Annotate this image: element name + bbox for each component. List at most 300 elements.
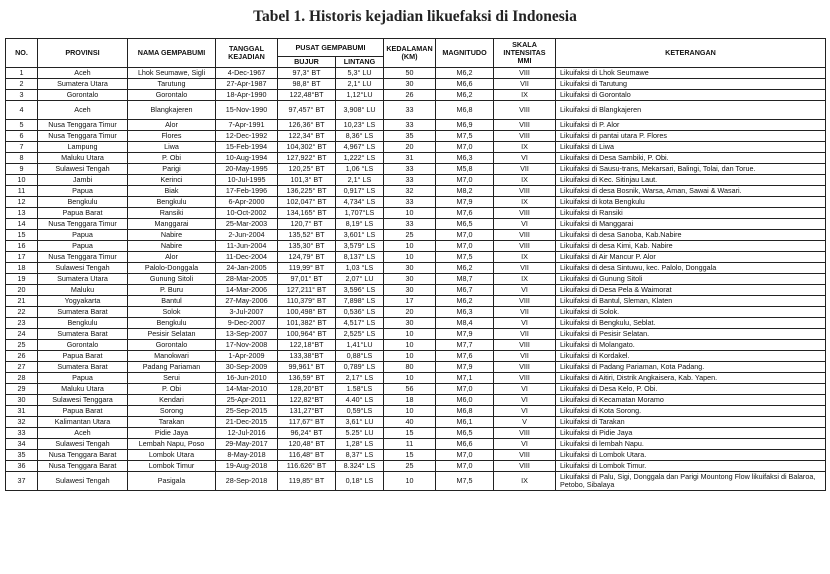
cell-bujur: 136,225° BT xyxy=(278,186,336,197)
cell-kedalaman: 33 xyxy=(384,120,436,131)
table-row xyxy=(6,153,826,164)
cell-tanggal: 17-Nov-2008 xyxy=(216,340,278,351)
cell-provinsi: Sumatera Utara xyxy=(38,79,128,90)
cell-lintang: 1,28° LS xyxy=(336,439,384,450)
table-row xyxy=(6,351,826,362)
table-row xyxy=(6,373,826,384)
cell-provinsi: Papua xyxy=(38,241,128,252)
cell-mmi: VII xyxy=(494,351,556,362)
cell-bujur: 120,25° BT xyxy=(278,164,336,175)
cell-magnitudo: M7,6 xyxy=(436,351,494,362)
table-row xyxy=(6,208,826,219)
cell-keterangan: Likuifaksi di Tarakan xyxy=(556,417,826,428)
cell-lintang: 2,1° LU xyxy=(336,79,384,90)
cell-kedalaman: 56 xyxy=(384,384,436,395)
cell-bujur: 119,99° BT xyxy=(278,263,336,274)
cell-no: 22 xyxy=(6,307,38,318)
cell-kedalaman: 15 xyxy=(384,428,436,439)
cell-keterangan: Likuifaksi di Pesisir Selatan. xyxy=(556,329,826,340)
cell-tanggal: 25-Sep-2015 xyxy=(216,406,278,417)
cell-nama-gempabumi: Solok xyxy=(128,307,216,318)
cell-tanggal: 25-Mar-2003 xyxy=(216,219,278,230)
table-row xyxy=(6,395,826,406)
cell-kedalaman: 10 xyxy=(384,208,436,219)
cell-tanggal: 10-Jul-1995 xyxy=(216,175,278,186)
table-row xyxy=(6,285,826,296)
cell-provinsi: Papua xyxy=(38,186,128,197)
cell-tanggal: 24-Jan-2005 xyxy=(216,263,278,274)
table-row xyxy=(6,461,826,472)
cell-bujur: 136,59° BT xyxy=(278,373,336,384)
cell-nama-gempabumi: Palolo-Donggala xyxy=(128,263,216,274)
cell-bujur: 116,48° BT xyxy=(278,450,336,461)
cell-provinsi: Papua Barat xyxy=(38,406,128,417)
cell-lintang: 4,517° LS xyxy=(336,318,384,329)
table-row xyxy=(6,68,826,79)
table-row xyxy=(6,472,826,491)
cell-nama-gempabumi: Lhok Seumawe, Sigli xyxy=(128,68,216,79)
cell-no: 7 xyxy=(6,142,38,153)
cell-provinsi: Papua xyxy=(38,230,128,241)
cell-keterangan: Likuifaksi di Aitiri, Distrik Angkaisera, Kab. Yapen. xyxy=(556,373,826,384)
cell-magnitudo: M7,0 xyxy=(436,241,494,252)
cell-bujur: 101,3° BT xyxy=(278,175,336,186)
cell-provinsi: Aceh xyxy=(38,101,128,120)
cell-kedalaman: 35 xyxy=(384,131,436,142)
cell-nama-gempabumi: Serui xyxy=(128,373,216,384)
cell-lintang: 3,61° LU xyxy=(336,417,384,428)
cell-no: 3 xyxy=(6,90,38,101)
cell-bujur: 96,24° BT xyxy=(278,428,336,439)
header-provinsi: PROVINSI xyxy=(38,39,128,68)
cell-mmi: VI xyxy=(494,439,556,450)
cell-mmi: VIII xyxy=(494,230,556,241)
table-row xyxy=(6,186,826,197)
cell-magnitudo: M6,2 xyxy=(436,68,494,79)
table-row xyxy=(6,263,826,274)
cell-kedalaman: 33 xyxy=(384,164,436,175)
cell-magnitudo: M6,6 xyxy=(436,79,494,90)
cell-nama-gempabumi: Bantul xyxy=(128,296,216,307)
cell-lintang: 7,898° LS xyxy=(336,296,384,307)
cell-provinsi: Sulawesi Tengah xyxy=(38,164,128,175)
cell-bujur: 100,964° BT xyxy=(278,329,336,340)
cell-provinsi: Papua xyxy=(38,373,128,384)
cell-nama-gempabumi: Liwa xyxy=(128,142,216,153)
table-row xyxy=(6,329,826,340)
cell-magnitudo: M7,0 xyxy=(436,142,494,153)
cell-magnitudo: M7,9 xyxy=(436,362,494,373)
header-magnitudo: MAGNITUDO xyxy=(436,39,494,68)
cell-provinsi: Bengkulu xyxy=(38,318,128,329)
cell-mmi: VII xyxy=(494,79,556,90)
cell-kedalaman: 32 xyxy=(384,186,436,197)
cell-bujur: 99,961° BT xyxy=(278,362,336,373)
cell-keterangan: Likuifaksi di Sausu-trans, Mekarsari, Balingi, Tolai, dan Torue. xyxy=(556,164,826,175)
cell-bujur: 110,379° BT xyxy=(278,296,336,307)
cell-mmi: VI xyxy=(494,219,556,230)
cell-kedalaman: 18 xyxy=(384,395,436,406)
cell-kedalaman: 20 xyxy=(384,307,436,318)
cell-kedalaman: 40 xyxy=(384,417,436,428)
cell-bujur: 134,165° BT xyxy=(278,208,336,219)
cell-provinsi: Nusa Tenggara Barat xyxy=(38,461,128,472)
cell-no: 1 xyxy=(6,68,38,79)
cell-keterangan: Likuifaksi di Gunung Sitoli xyxy=(556,274,826,285)
cell-magnitudo: M6,5 xyxy=(436,219,494,230)
cell-tanggal: 1-Apr-2009 xyxy=(216,351,278,362)
cell-provinsi: Lampung xyxy=(38,142,128,153)
cell-keterangan: Likuifaksi di desa Sintuwu, kec. Palolo, Donggala xyxy=(556,263,826,274)
cell-tanggal: 21-Dec-2015 xyxy=(216,417,278,428)
table-row xyxy=(6,197,826,208)
header-nama-gempabumi: NAMA GEMPABUMI xyxy=(128,39,216,68)
cell-lintang: 8,19° LS xyxy=(336,219,384,230)
cell-no: 24 xyxy=(6,329,38,340)
table-row xyxy=(6,362,826,373)
cell-tanggal: 8-May-2018 xyxy=(216,450,278,461)
cell-provinsi: Aceh xyxy=(38,428,128,439)
cell-no: 11 xyxy=(6,186,38,197)
cell-keterangan: Likuifaksi di Palu, Sigi, Donggala dan Parigi Mountong Flow likuifaksi di Balaroa, Petobo, Sibalaya xyxy=(556,472,826,491)
cell-keterangan: Likuifaksi di lembah Napu. xyxy=(556,439,826,450)
cell-magnitudo: M7,5 xyxy=(436,252,494,263)
cell-kedalaman: 26 xyxy=(384,90,436,101)
cell-magnitudo: M6,2 xyxy=(436,296,494,307)
cell-nama-gempabumi: Gunung Sitoli xyxy=(128,274,216,285)
cell-tanggal: 10-Aug-1994 xyxy=(216,153,278,164)
cell-nama-gempabumi: Padang Pariaman xyxy=(128,362,216,373)
cell-mmi: VII xyxy=(494,164,556,175)
cell-nama-gempabumi: P. Buru xyxy=(128,285,216,296)
cell-bujur: 119,85° BT xyxy=(278,472,336,491)
cell-bujur: 97,01° BT xyxy=(278,274,336,285)
cell-kedalaman: 10 xyxy=(384,351,436,362)
table-row xyxy=(6,252,826,263)
cell-kedalaman: 30 xyxy=(384,274,436,285)
cell-no: 33 xyxy=(6,428,38,439)
cell-keterangan: Likuifaksi di pantai utara P. Flores xyxy=(556,131,826,142)
cell-provinsi: Sulawesi Tenggara xyxy=(38,395,128,406)
cell-mmi: VI xyxy=(494,285,556,296)
cell-magnitudo: M6,8 xyxy=(436,406,494,417)
cell-keterangan: Likuifaksi di Lombok Utara. xyxy=(556,450,826,461)
cell-lintang: 3,596° LS xyxy=(336,285,384,296)
cell-no: 27 xyxy=(6,362,38,373)
header-pusat-gempabumi: PUSAT GEMPABUMI xyxy=(278,39,384,57)
cell-keterangan: Likuifaksi di Manggarai xyxy=(556,219,826,230)
cell-bujur: 117,67° BT xyxy=(278,417,336,428)
cell-nama-gempabumi: Gorontalo xyxy=(128,90,216,101)
cell-provinsi: Nusa Tenggara Timur xyxy=(38,219,128,230)
cell-lintang: 4.40° LS xyxy=(336,395,384,406)
cell-magnitudo: M6,2 xyxy=(436,90,494,101)
cell-lintang: 0,536° LS xyxy=(336,307,384,318)
cell-nama-gempabumi: Manokwari xyxy=(128,351,216,362)
table-row xyxy=(6,439,826,450)
cell-kedalaman: 10 xyxy=(384,252,436,263)
cell-provinsi: Sumatera Barat xyxy=(38,329,128,340)
cell-mmi: V xyxy=(494,417,556,428)
cell-mmi: VIII xyxy=(494,101,556,120)
cell-no: 32 xyxy=(6,417,38,428)
cell-tanggal: 11-Jun-2004 xyxy=(216,241,278,252)
cell-nama-gempabumi: Biak xyxy=(128,186,216,197)
cell-no: 19 xyxy=(6,274,38,285)
table-row xyxy=(6,450,826,461)
table-row xyxy=(6,296,826,307)
cell-no: 8 xyxy=(6,153,38,164)
cell-magnitudo: M8,4 xyxy=(436,318,494,329)
cell-magnitudo: M5,8 xyxy=(436,164,494,175)
cell-mmi: IX xyxy=(494,90,556,101)
table-row xyxy=(6,219,826,230)
cell-lintang: 1,222° LS xyxy=(336,153,384,164)
cell-lintang: 1,707°LS xyxy=(336,208,384,219)
cell-magnitudo: M7,9 xyxy=(436,329,494,340)
cell-lintang: 4,734° LS xyxy=(336,197,384,208)
cell-bujur: 116.626° BT xyxy=(278,461,336,472)
cell-kedalaman: 15 xyxy=(384,450,436,461)
cell-kedalaman: 30 xyxy=(384,285,436,296)
cell-provinsi: Maluku Utara xyxy=(38,153,128,164)
cell-bujur: 104,302° BT xyxy=(278,142,336,153)
cell-lintang: 8.324° LS xyxy=(336,461,384,472)
cell-no: 9 xyxy=(6,164,38,175)
cell-lintang: 1,06 °LS xyxy=(336,164,384,175)
cell-no: 29 xyxy=(6,384,38,395)
cell-bujur: 122,18°BT xyxy=(278,340,336,351)
cell-no: 5 xyxy=(6,120,38,131)
cell-nama-gempabumi: Pesisir Selatan xyxy=(128,329,216,340)
cell-lintang: 10,23° LS xyxy=(336,120,384,131)
cell-nama-gempabumi: Pidie Jaya xyxy=(128,428,216,439)
cell-lintang: 2,07° LU xyxy=(336,274,384,285)
header-tanggal-kejadian: TANGGAL KEJADIAN xyxy=(216,39,278,68)
cell-tanggal: 6-Apr-2000 xyxy=(216,197,278,208)
table-body xyxy=(6,68,826,491)
header-keterangan: KETERANGAN xyxy=(556,39,826,68)
cell-bujur: 101,382° BT xyxy=(278,318,336,329)
cell-bujur: 126,36° BT xyxy=(278,120,336,131)
cell-keterangan: Likuifaksi di Desa Pela & Waimorat xyxy=(556,285,826,296)
cell-magnitudo: M7,0 xyxy=(436,384,494,395)
cell-mmi: VIII xyxy=(494,186,556,197)
cell-magnitudo: M7,0 xyxy=(436,461,494,472)
cell-lintang: 0,88°LS xyxy=(336,351,384,362)
cell-keterangan: Likuifaksi di Desa Sambiki, P. Obi. xyxy=(556,153,826,164)
cell-mmi: IX xyxy=(494,252,556,263)
cell-mmi: IX xyxy=(494,274,556,285)
cell-mmi: VIII xyxy=(494,120,556,131)
cell-tanggal: 28-Mar-2005 xyxy=(216,274,278,285)
cell-provinsi: Papua Barat xyxy=(38,208,128,219)
header-lintang: LINTANG xyxy=(336,57,384,68)
cell-magnitudo: M8,7 xyxy=(436,274,494,285)
cell-nama-gempabumi: Nabire xyxy=(128,230,216,241)
table-row xyxy=(6,101,826,120)
table-row xyxy=(6,241,826,252)
cell-kedalaman: 17 xyxy=(384,296,436,307)
cell-tanggal: 11-Dec-2004 xyxy=(216,252,278,263)
cell-nama-gempabumi: Gorontalo xyxy=(128,340,216,351)
cell-lintang: 1,12°LU xyxy=(336,90,384,101)
cell-magnitudo: M6,3 xyxy=(436,307,494,318)
cell-keterangan: Likuifaksi di Kecamatan Moramo xyxy=(556,395,826,406)
cell-keterangan: Likuifaksi di Bengkulu, Seblat. xyxy=(556,318,826,329)
cell-keterangan: Likuifaksi di desa Bosnik, Warsa, Aman, Sawai & Wasari. xyxy=(556,186,826,197)
cell-kedalaman: 31 xyxy=(384,153,436,164)
header-skala-intensitas: SKALA INTENSITAS MMI xyxy=(494,39,556,68)
cell-lintang: 1,03 °LS xyxy=(336,263,384,274)
cell-tanggal: 28-Sep-2018 xyxy=(216,472,278,491)
cell-no: 15 xyxy=(6,230,38,241)
cell-keterangan: Likuifaksi di Gorontalo xyxy=(556,90,826,101)
cell-no: 17 xyxy=(6,252,38,263)
cell-mmi: VI xyxy=(494,406,556,417)
header-kedalaman: KEDALAMAN (KM) xyxy=(384,39,436,68)
cell-no: 20 xyxy=(6,285,38,296)
cell-lintang: 5,3° LU xyxy=(336,68,384,79)
header-no: NO. xyxy=(6,39,38,68)
cell-tanggal: 12-Jul-2016 xyxy=(216,428,278,439)
cell-nama-gempabumi: P. Obi xyxy=(128,384,216,395)
cell-tanggal: 30-Sep-2009 xyxy=(216,362,278,373)
cell-magnitudo: M6,8 xyxy=(436,101,494,120)
cell-tanggal: 29-May-2017 xyxy=(216,439,278,450)
cell-no: 2 xyxy=(6,79,38,90)
cell-tanggal: 16-Jun-2010 xyxy=(216,373,278,384)
cell-provinsi: Bengkulu xyxy=(38,197,128,208)
cell-magnitudo: M6,9 xyxy=(436,120,494,131)
cell-nama-gempabumi: Blangkajeren xyxy=(128,101,216,120)
cell-bujur: 98,8° BT xyxy=(278,79,336,90)
cell-keterangan: Likuifaksi di Molangato. xyxy=(556,340,826,351)
cell-lintang: 3,908° LU xyxy=(336,101,384,120)
cell-mmi: VIII xyxy=(494,296,556,307)
cell-nama-gempabumi: P. Obi xyxy=(128,153,216,164)
cell-kedalaman: 10 xyxy=(384,329,436,340)
cell-tanggal: 4-Dec-1967 xyxy=(216,68,278,79)
cell-bujur: 128,20°BT xyxy=(278,384,336,395)
cell-bujur: 135,52° BT xyxy=(278,230,336,241)
cell-lintang: 0,59°LS xyxy=(336,406,384,417)
cell-tanggal: 27-May-2006 xyxy=(216,296,278,307)
cell-mmi: VI xyxy=(494,384,556,395)
cell-bujur: 127,211° BT xyxy=(278,285,336,296)
cell-magnitudo: M7,0 xyxy=(436,175,494,186)
cell-provinsi: Nusa Tenggara Timur xyxy=(38,120,128,131)
cell-keterangan: Likuifaksi di Liwa xyxy=(556,142,826,153)
table-row xyxy=(6,307,826,318)
cell-nama-gempabumi: Alor xyxy=(128,120,216,131)
cell-no: 4 xyxy=(6,101,38,120)
cell-magnitudo: M7,5 xyxy=(436,131,494,142)
cell-nama-gempabumi: Pasigala xyxy=(128,472,216,491)
cell-nama-gempabumi: Bengkulu xyxy=(128,318,216,329)
cell-magnitudo: M7,0 xyxy=(436,230,494,241)
cell-keterangan: Likuifaksi di Bantul, Sleman, Klaten xyxy=(556,296,826,307)
cell-magnitudo: M6,7 xyxy=(436,285,494,296)
cell-tanggal: 15-Feb-1994 xyxy=(216,142,278,153)
cell-tanggal: 3-Jul-2007 xyxy=(216,307,278,318)
cell-magnitudo: M7,9 xyxy=(436,197,494,208)
cell-keterangan: Likuifaksi di Kec. Sitinjau Laut. xyxy=(556,175,826,186)
cell-bujur: 97,457° BT xyxy=(278,101,336,120)
cell-mmi: VIII xyxy=(494,68,556,79)
cell-lintang: 3,601° LS xyxy=(336,230,384,241)
cell-keterangan: Likuifaksi di Solok. xyxy=(556,307,826,318)
cell-bujur: 127,922° BT xyxy=(278,153,336,164)
cell-mmi: VIII xyxy=(494,362,556,373)
cell-keterangan: Likuifaksi di Padang Pariaman, Kota Padang. xyxy=(556,362,826,373)
cell-lintang: 8,36° LS xyxy=(336,131,384,142)
cell-no: 26 xyxy=(6,351,38,362)
cell-tanggal: 13-Sep-2007 xyxy=(216,329,278,340)
cell-provinsi: Gorontalo xyxy=(38,90,128,101)
table-row xyxy=(6,230,826,241)
table-row xyxy=(6,340,826,351)
cell-tanggal: 25-Apr-2011 xyxy=(216,395,278,406)
cell-keterangan: Likuifaksi di Lombok Timur. xyxy=(556,461,826,472)
cell-mmi: VI xyxy=(494,318,556,329)
cell-kedalaman: 33 xyxy=(384,219,436,230)
cell-tanggal: 12-Dec-1992 xyxy=(216,131,278,142)
cell-tanggal: 15-Nov-1990 xyxy=(216,101,278,120)
cell-provinsi: Yogyakarta xyxy=(38,296,128,307)
cell-nama-gempabumi: Flores xyxy=(128,131,216,142)
cell-provinsi: Jambi xyxy=(38,175,128,186)
cell-no: 31 xyxy=(6,406,38,417)
cell-keterangan: Likuifaksi di Ransiki xyxy=(556,208,826,219)
cell-tanggal: 18-Apr-1990 xyxy=(216,90,278,101)
cell-no: 16 xyxy=(6,241,38,252)
cell-kedalaman: 25 xyxy=(384,230,436,241)
cell-kedalaman: 10 xyxy=(384,241,436,252)
cell-mmi: VIII xyxy=(494,340,556,351)
cell-mmi: VII xyxy=(494,329,556,340)
cell-magnitudo: M7,5 xyxy=(436,472,494,491)
cell-tanggal: 9-Dec-2007 xyxy=(216,318,278,329)
cell-mmi: VIII xyxy=(494,373,556,384)
cell-tanggal: 17-Feb-1996 xyxy=(216,186,278,197)
cell-no: 28 xyxy=(6,373,38,384)
cell-provinsi: Sulawesi Tengah xyxy=(38,439,128,450)
cell-bujur: 122,34° BT xyxy=(278,131,336,142)
table-row xyxy=(6,417,826,428)
cell-provinsi: Kalimantan Utara xyxy=(38,417,128,428)
cell-nama-gempabumi: Sorong xyxy=(128,406,216,417)
cell-magnitudo: M8,2 xyxy=(436,186,494,197)
cell-no: 12 xyxy=(6,197,38,208)
cell-kedalaman: 33 xyxy=(384,175,436,186)
cell-mmi: VIII xyxy=(494,131,556,142)
cell-provinsi: Nusa Tenggara Barat xyxy=(38,450,128,461)
table-row xyxy=(6,175,826,186)
cell-mmi: IX xyxy=(494,472,556,491)
cell-keterangan: Likuifaksi di Blangkajeren xyxy=(556,101,826,120)
cell-kedalaman: 10 xyxy=(384,406,436,417)
cell-magnitudo: M7,7 xyxy=(436,340,494,351)
cell-mmi: VIII xyxy=(494,461,556,472)
cell-bujur: 100,498° BT xyxy=(278,307,336,318)
cell-lintang: 0,789° LS xyxy=(336,362,384,373)
liquefaction-table xyxy=(5,38,826,491)
cell-lintang: 4,967° LS xyxy=(336,142,384,153)
cell-tanggal: 14-Mar-2010 xyxy=(216,384,278,395)
cell-no: 25 xyxy=(6,340,38,351)
cell-provinsi: Maluku xyxy=(38,285,128,296)
